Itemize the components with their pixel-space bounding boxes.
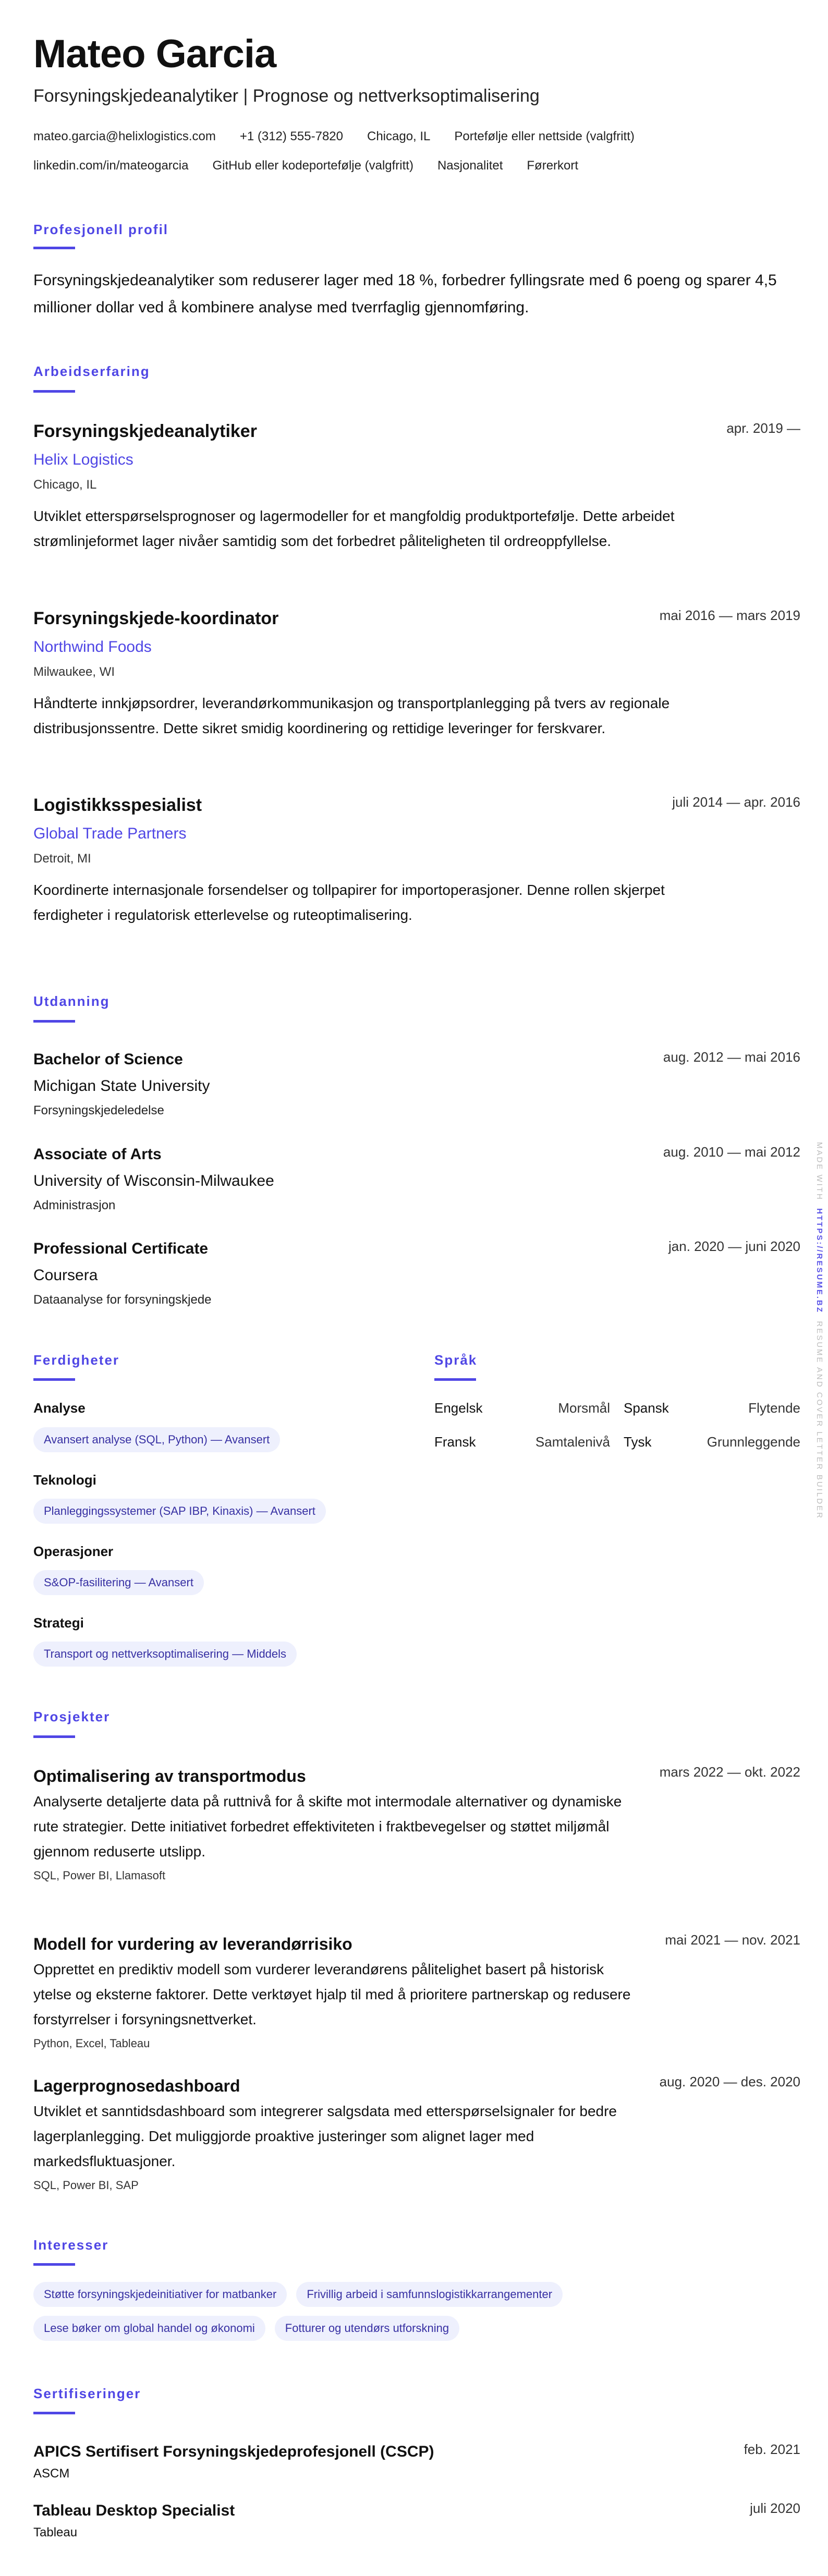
education-school: Michigan State University [33, 1077, 210, 1095]
profile-summary: Forsyningskjedeanalytiker som reduserer lager med 18 %, forbedrer fyllingsrate med 6 poeng og sparer 4,5 millioner dollar ved å kombinere analyse med tverrfaglig gjennomføring. [33, 272, 777, 316]
section-heading-experience: Arbeidserfaring [33, 363, 150, 379]
language-name: Spansk [624, 1400, 669, 1416]
skill-category: Strategi [33, 1615, 84, 1631]
education-degree: Bachelor of Science [33, 1051, 183, 1068]
interest-pill: Lese bøker om global handel og økonomi [33, 2316, 265, 2341]
project-title: Lagerprognosedashboard [33, 2076, 240, 2095]
education-school: Coursera [33, 1267, 98, 1284]
section-heading-skills: Ferdigheter [33, 1352, 120, 1368]
job-title: Logistikksspesialist [33, 795, 202, 815]
job-location: Detroit, MI [33, 852, 91, 866]
language-item [624, 1432, 800, 1451]
section-underline [33, 1378, 75, 1381]
language-level: Grunnleggende [707, 1434, 800, 1450]
project-date: aug. 2020 — des. 2020 [659, 2074, 800, 2089]
contact-drivers-license: Førerkort [527, 159, 579, 173]
education-date: aug. 2010 — mai 2012 [663, 1144, 800, 1160]
skill-category: Teknologi [33, 1472, 96, 1488]
job-company: Global Trade Partners [33, 825, 187, 842]
job-company: Northwind Foods [33, 638, 152, 655]
section-underline [434, 1378, 476, 1381]
certification-name: APICS Sertifisert Forsyningskjedeprofesjonell (CSCP) [33, 2443, 434, 2460]
project-entry [33, 1765, 800, 1884]
section-underline [33, 2263, 75, 2266]
contact-nationality: Nasjonalitet [437, 159, 503, 173]
project-title: Optimalisering av transportmodus [33, 1767, 306, 1785]
education-date: aug. 2012 — mai 2016 [663, 1049, 800, 1065]
skill-pill-wrap [33, 1499, 326, 1524]
certification-name: Tableau Desktop Specialist [33, 2502, 235, 2519]
project-tech: SQL, Power BI, SAP [33, 2179, 139, 2192]
skill-pill: Transport og nettverksoptimalisering — Middels [33, 1642, 297, 1667]
watermark-suffix: RESUME AND COVER LETTER BUILDER [815, 1321, 824, 1520]
candidate-headline: Forsyningskjedeanalytiker | Prognose og nettverksoptimalisering [33, 86, 540, 106]
project-tech: SQL, Power BI, Llamasoft [33, 1869, 166, 1882]
watermark-link[interactable]: HTTPS://RESUME.BZ [815, 1208, 824, 1314]
section-heading-profile: Profesjonell profil [33, 222, 169, 237]
education-school: University of Wisconsin-Milwaukee [33, 1172, 274, 1189]
skill-pill-wrap [33, 1427, 280, 1452]
contact-phone[interactable]: +1 (312) 555-7820 [239, 129, 343, 143]
education-degree: Associate of Arts [33, 1146, 162, 1163]
project-entry [33, 1933, 800, 2052]
language-level: Samtalenivå [535, 1434, 610, 1450]
skill-pill: S&OP-fasilitering — Avansert [33, 1570, 204, 1595]
education-field: Dataanalyse for forsyningskjede [33, 1293, 212, 1307]
job-location: Chicago, IL [33, 478, 97, 492]
certification-date: feb. 2021 [744, 2441, 800, 2457]
job-date: apr. 2019 — [726, 420, 800, 436]
certification-date: juli 2020 [750, 2500, 800, 2516]
skill-category: Operasjoner [33, 1544, 114, 1559]
watermark-prefix: MADE WITH [815, 1142, 824, 1201]
interest-row [33, 2316, 459, 2341]
project-title: Modell for vurdering av leverandørrisiko [33, 1935, 352, 1953]
skill-pill: Planleggingssystemer (SAP IBP, Kinaxis) — Avansert [33, 1499, 326, 1524]
education-field: Forsyningskjedeledelse [33, 1103, 164, 1117]
contact-location: Chicago, IL [367, 129, 431, 143]
language-level: Flytende [748, 1400, 800, 1416]
language-item [624, 1399, 800, 1417]
project-date: mai 2021 — nov. 2021 [665, 1932, 800, 1948]
job-description: Koordinerte internasjonale forsendelser og tollpapirer for importoperasjoner. Denne rollen skjerpet ferdigheter i regulatorisk etterlevelse og ruteoptimalisering. [33, 882, 665, 923]
section-heading-education: Utdanning [33, 993, 110, 1009]
job-company: Helix Logistics [33, 451, 133, 468]
language-item [434, 1432, 610, 1451]
language-name: Tysk [624, 1434, 652, 1450]
contact-row-1 [33, 127, 635, 146]
skill-pill-wrap [33, 1642, 297, 1667]
section-heading-projects: Prosjekter [33, 1709, 111, 1724]
skill-pill: Avansert analyse (SQL, Python) — Avansert [33, 1427, 280, 1452]
job-title: Forsyningskjede-koordinator [33, 609, 279, 628]
section-underline [33, 1020, 75, 1023]
builder-watermark [812, 1142, 826, 1580]
project-description: Utviklet et sanntidsdashboard som integrerer salgsdata med etterspørselsignaler for bedre lagerplanlegging. Det muliggjorde proaktive justeringer som alignet lager med markedsfluktuasjoner. [33, 2103, 617, 2169]
section-underline [33, 247, 75, 249]
language-name: Engelsk [434, 1400, 483, 1416]
job-title: Forsyningskjedeanalytiker [33, 421, 257, 441]
section-underline [33, 2412, 75, 2414]
candidate-name: Mateo Garcia [33, 32, 276, 76]
project-date: mars 2022 — okt. 2022 [659, 1764, 800, 1780]
certification-issuer: ASCM [33, 2466, 70, 2481]
language-name: Fransk [434, 1434, 476, 1450]
job-location: Milwaukee, WI [33, 665, 115, 679]
job-date: juli 2014 — apr. 2016 [672, 794, 800, 810]
education-degree: Professional Certificate [33, 1240, 209, 1257]
section-underline [33, 390, 75, 393]
section-heading-languages: Språk [434, 1352, 478, 1368]
contact-github[interactable]: GitHub eller kodeportefølje (valgfritt) [212, 159, 413, 173]
section-heading-interests: Interesser [33, 2237, 109, 2253]
interest-pill: Frivillig arbeid i samfunnslogistikkarrangementer [296, 2282, 563, 2307]
language-item [434, 1399, 610, 1417]
contact-portfolio[interactable]: Portefølje eller nettside (valgfritt) [454, 129, 635, 143]
skill-category: Analyse [33, 1400, 86, 1416]
project-description: Analyserte detaljerte data på ruttnivå for å skifte mot intermodale alternativer og dynamiske rute strategier. Dette initiativet forbedret effektiviteten i fraktbevegelser og støttet miljømål gjennom reduserte utslipp. [33, 1793, 622, 1860]
language-list [434, 1399, 800, 1451]
interest-pill: Støtte forsyningskjedeinitiativer for matbanker [33, 2282, 287, 2307]
interest-pill: Fotturer og utendørs utforskning [275, 2316, 459, 2341]
section-heading-certifications: Sertifiseringer [33, 2386, 141, 2401]
job-description: Håndterte innkjøpsordrer, leverandørkommunikasjon og transportplanlegging på tvers av regionale distribusjonssentre. Dette sikret smidig koordinering og rettidige leveringer for ferskvarer. [33, 695, 670, 736]
contact-email[interactable]: mateo.garcia@helixlogistics.com [33, 129, 216, 143]
skill-pill-wrap [33, 1570, 204, 1595]
education-field: Administrasjon [33, 1198, 116, 1212]
contact-row-2 [33, 156, 578, 175]
education-date: jan. 2020 — juni 2020 [668, 1238, 800, 1254]
project-description: Opprettet en prediktiv modell som vurderer leverandørens pålitelighet basert på historisk ytelse og eksterne faktorer. Dette verktøyet hjalp til med å prioritere partnerskap og redusere forstyrrelser i forsyningsnettverket. [33, 1961, 631, 2027]
project-entry [33, 2074, 800, 2194]
section-underline [33, 1735, 75, 1738]
contact-linkedin[interactable]: linkedin.com/in/mateogarcia [33, 159, 189, 173]
job-description: Utviklet etterspørselsprognoser og lagermodeller for et mangfoldig produktportefølje. Dette arbeidet strømlinjeformet lager nivåer samtidig som det forbedret påliteligheten til ordreoppfyllelse. [33, 508, 675, 549]
job-date: mai 2016 — mars 2019 [659, 607, 800, 623]
project-tech: Python, Excel, Tableau [33, 2037, 150, 2050]
language-level: Morsmål [558, 1400, 610, 1416]
interest-row [33, 2282, 563, 2307]
certification-issuer: Tableau [33, 2525, 78, 2539]
